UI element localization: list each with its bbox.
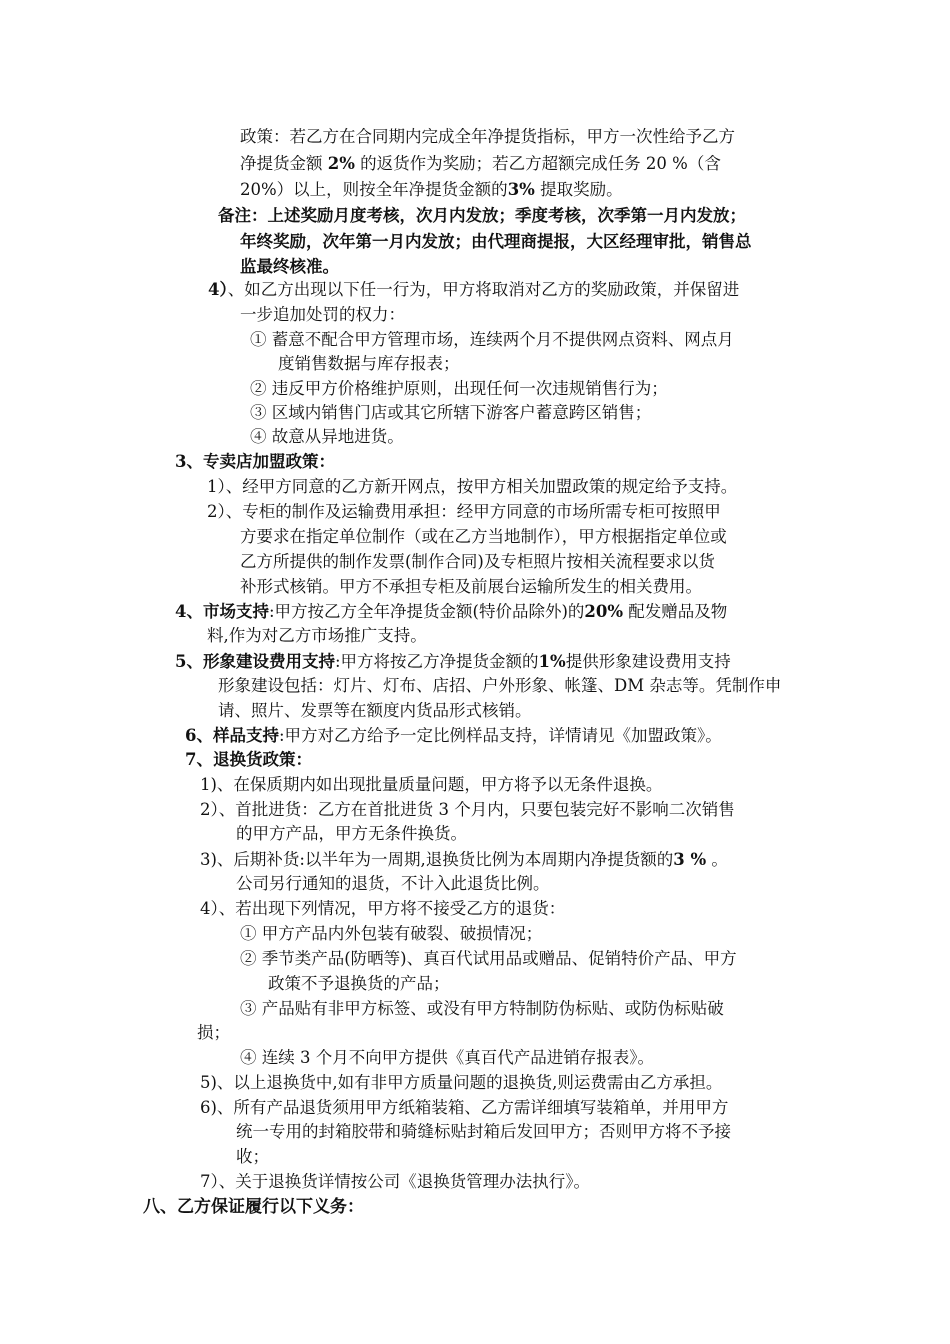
section-3-paragraph: 乙方所提供的制作发票(制作合同)及专柜照片按相关流程要求以货 (240, 552, 715, 571)
reward-line: 政策：若乙方在合同期内完成全年净提货指标，甲方一次性给予乙方 (240, 127, 735, 146)
item-4-subitem: ③ 区域内销售门店或其它所辖下游客户蓄意跨区销售； (250, 403, 652, 422)
section-4-line: 4、市场支持:甲方按乙方全年净提货金额(特价品除外)的20% 配发赠品及物 (175, 602, 728, 621)
section-7-paragraph: 5)、以上退换货中,如有非甲方质量问题的退换货,则运费需由乙方承担。 (200, 1073, 723, 1092)
section-7-subitem: ④ 连续 3 个月不向甲方提供《真百代产品进销存报表》。 (240, 1048, 654, 1067)
item-4-subitem: 度销售数据与库存报表； (278, 354, 460, 373)
item-4-subitem: ② 违反甲方价格维护原则，出现任何一次违规销售行为； (250, 379, 668, 398)
section-7-subitem: 损； (197, 1023, 230, 1042)
section-3-title: 3、专卖店加盟政策： (175, 452, 335, 471)
item-4-line: 4）、如乙方出现以下任一行为，甲方将取消对乙方的奖励政策，并保留进 (208, 280, 740, 299)
section-3-paragraph: 补形式核销。甲方不承担专柜及前展台运输所发生的相关费用。 (240, 577, 702, 596)
section-7-subitem: ③ 产品贴有非甲方标签、或没有甲方特制防伪标贴、或防伪标贴破 (240, 999, 724, 1018)
section-5-line: 请、照片、发票等在额度内货品形式核销。 (218, 701, 532, 720)
section-7-paragraph: 1)、在保质期内如出现批量质量问题，甲方将予以无条件退换。 (200, 775, 663, 794)
section-7-paragraph: 的甲方产品，甲方无条件换货。 (236, 824, 467, 843)
reward-line: 20%）以上，则按全年净提货金额的3% 提取奖励。 (240, 180, 623, 199)
reward-note: 备注：上述奖励月度考核，次月内发放；季度考核，次季第一月内发放； (218, 206, 746, 225)
section-5-line: 形象建设包括：灯片、灯布、店招、户外形象、帐篷、DM 杂志等。凭制作申 (218, 676, 782, 695)
section-3-paragraph: 2）、专柜的制作及运输费用承担：经甲方同意的市场所需专柜可按照甲 (207, 502, 721, 521)
section-6-line: 6、样品支持:甲方对乙方给予一定比例样品支持，详情请见《加盟政策》。 (185, 726, 722, 745)
section-7-paragraph: 3)、后期补货:以半年为一周期,退换货比例为本周期内净提货额的3 % 。 (200, 850, 728, 869)
section-3-paragraph: 1）、经甲方同意的乙方新开网点，按甲方相关加盟政策的规定给予支持。 (207, 477, 738, 496)
section-7-paragraph: 统一专用的封箱胶带和骑缝标贴封箱后发回甲方；否则甲方将不予接 (236, 1122, 731, 1141)
section-7-paragraph: 7）、关于退换货详情按公司《退换货管理办法执行》。 (200, 1172, 590, 1191)
section-4-line: 料,作为对乙方市场推广支持。 (207, 626, 427, 645)
section-7-paragraph: 2）、首批进货：乙方在首批进货 3 个月内，只要包装完好不影响二次销售 (200, 800, 735, 819)
reward-note: 年终奖励，次年第一月内发放；由代理商提报，大区经理审批，销售总 (240, 232, 752, 251)
section-7-subitem: 政策不予退换货的产品； (268, 974, 450, 993)
section-7-paragraph: 4）、若出现下列情况，甲方将不接受乙方的退货： (200, 899, 566, 918)
reward-note: 监最终核准。 (240, 257, 339, 276)
section-7-paragraph: 6)、所有产品退货须用甲方纸箱装箱、乙方需详细填写装箱单，并用甲方 (200, 1098, 729, 1117)
item-4-line: 一步追加处罚的权力： (240, 305, 405, 324)
item-4-subitem: ① 蓄意不配合甲方管理市场，连续两个月不提供网点资料、网点月 (250, 330, 734, 349)
section-7-paragraph: 公司另行通知的退货，不计入此退货比例。 (236, 874, 550, 893)
section-8-title: 八、乙方保证履行以下义务： (143, 1197, 364, 1217)
section-5-line: 5、形象建设费用支持:甲方将按乙方净提货金额的1%提供形象建设费用支持 (175, 652, 731, 671)
section-3-paragraph: 方要求在指定单位制作（或在乙方当地制作），甲方根据指定单位或 (240, 527, 727, 546)
reward-line: 净提货金额 2% 的返货作为奖励；若乙方超额完成任务 20 %（含 (240, 154, 721, 173)
section-7-title: 7、退换货政策： (185, 750, 312, 769)
section-7-subitem: ② 季节类产品(防晒等)、真百代试用品或赠品、促销特价产品、甲方 (240, 949, 737, 968)
section-7-paragraph: 收； (236, 1147, 269, 1166)
item-4-subitem: ④ 故意从异地进货。 (250, 427, 404, 446)
section-7-subitem: ① 甲方产品内外包装有破裂、破损情况； (240, 924, 543, 943)
